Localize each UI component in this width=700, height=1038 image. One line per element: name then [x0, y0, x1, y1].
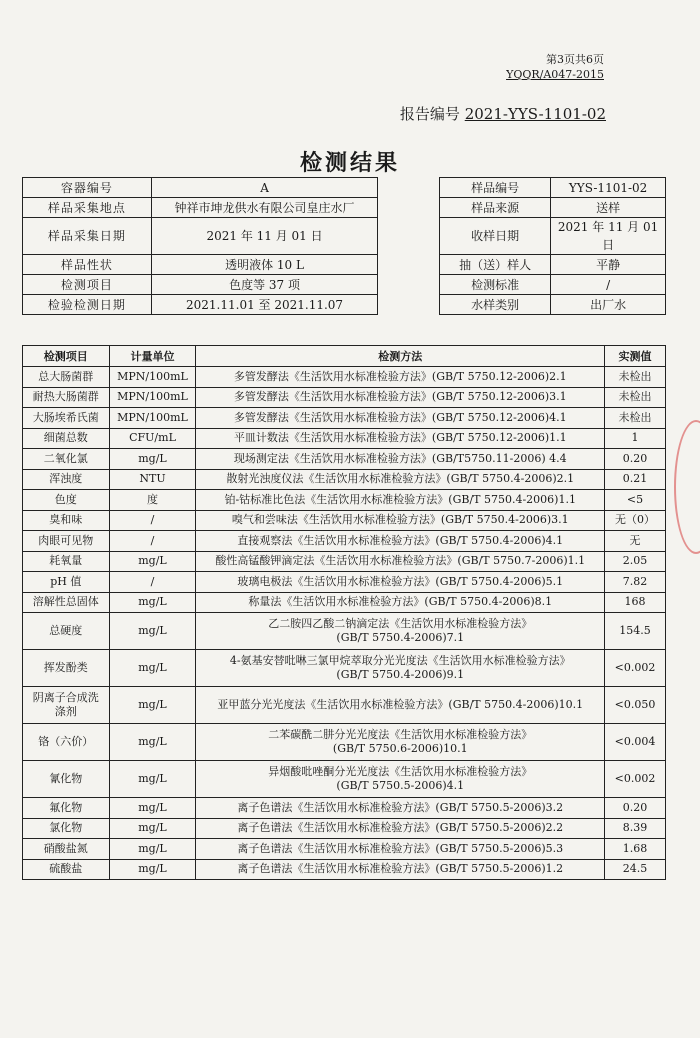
result-method-text: 现场测定法《生活饮用水标准检验方法》(GB/T5750.11-2006) 4.4 [233, 451, 567, 465]
result-value [605, 572, 666, 593]
info-gap [378, 255, 440, 275]
result-unit [109, 572, 196, 593]
result-value [605, 724, 666, 761]
result-value-text: 1.68 [622, 841, 648, 855]
info-row [23, 255, 666, 275]
result-unit-text: 度 [147, 492, 158, 506]
result-method-text: (GB/T 5750.6-2006)10.1 [332, 742, 468, 755]
results-body [23, 367, 666, 880]
result-method [196, 387, 605, 408]
result-method [196, 798, 605, 819]
result-item-text: 硫酸盐 [49, 862, 83, 876]
table-row [23, 650, 666, 687]
info-label: 水样类别 [440, 295, 551, 315]
info-row [23, 178, 666, 198]
table-row [23, 428, 666, 449]
result-unit [109, 408, 196, 429]
result-item-text: 硝酸盐氮 [43, 841, 88, 855]
result-value [605, 859, 666, 880]
table-row [23, 798, 666, 819]
table-row [23, 818, 666, 839]
result-method [196, 650, 605, 687]
result-item [23, 650, 110, 687]
result-unit [109, 839, 196, 860]
table-row [23, 531, 666, 552]
result-unit-text: mg/L [138, 841, 167, 855]
result-method-text: 直接观察法《生活饮用水标准检验方法》(GB/T 5750.4-2006)4.1 [237, 533, 564, 547]
result-value [605, 531, 666, 552]
info-value: 送样 [551, 198, 666, 218]
result-method-text: 4-氨基安替吡啉三氯甲烷萃取分光光度法《生活饮用水标准检验方法》 [229, 654, 571, 667]
result-item-text: 氰化物 [49, 772, 83, 785]
result-unit [109, 490, 196, 511]
result-value-text: 168 [624, 595, 646, 609]
result-method-text: 亚甲蓝分光光度法《生活饮用水标准检验方法》(GB/T 5750.4-2006)10.1 [217, 698, 584, 711]
table-row [23, 839, 666, 860]
result-value [605, 687, 666, 724]
result-item-text: 浑浊度 [49, 472, 83, 486]
result-value [605, 428, 666, 449]
result-unit [109, 613, 196, 650]
report-number [400, 103, 606, 124]
result-item-text: 耗氧量 [49, 554, 83, 568]
result-value [605, 592, 666, 613]
result-method-text: 异烟酸吡唑酮分光光度法《生活饮用水标准检验方法》 [268, 765, 533, 778]
result-item [23, 613, 110, 650]
table-row [23, 469, 666, 490]
result-method-text: 铂-钴标准比色法《生活饮用水标准检验方法》(GB/T 5750.4-2006)1.1 [224, 492, 576, 506]
result-unit [109, 724, 196, 761]
result-unit-text: mg/L [138, 800, 167, 814]
info-value: 透明液体 10 L [151, 255, 377, 275]
result-unit [109, 650, 196, 687]
result-value-text: 1 [631, 431, 639, 445]
table-row [23, 572, 666, 593]
result-method [196, 859, 605, 880]
result-unit-text: / [150, 574, 155, 588]
result-item [23, 798, 110, 819]
info-label: 检验检测日期 [23, 295, 152, 315]
result-unit-text: mg/L [138, 624, 167, 637]
result-value [605, 469, 666, 490]
result-method-text: 二苯碳酰二肼分光光度法《生活饮用水标准检验方法》 [268, 728, 533, 741]
result-unit [109, 428, 196, 449]
table-row [23, 724, 666, 761]
page-title: 检测结果 [299, 150, 400, 176]
result-value-text: <0.002 [614, 772, 656, 785]
result-item [23, 687, 110, 724]
result-value [605, 613, 666, 650]
result-value-text: 未检出 [618, 369, 652, 383]
info-value: / [551, 275, 666, 295]
result-method [196, 469, 605, 490]
info-value: 平静 [551, 255, 666, 275]
result-unit-text: / [150, 533, 155, 547]
info-label: 样品采集地点 [23, 198, 152, 218]
column-header-item: 检测项目 [23, 346, 110, 367]
result-item-text: 总大肠菌群 [38, 369, 94, 383]
info-row [23, 198, 666, 218]
result-value-text: 8.39 [622, 821, 648, 835]
result-method-text: 离子色谱法《生活饮用水标准检验方法》(GB/T 5750.5-2006)1.2 [237, 862, 564, 876]
result-value [605, 839, 666, 860]
result-item-text: 总硬度 [49, 624, 83, 637]
column-header-method: 检测方法 [196, 346, 605, 367]
table-row [23, 449, 666, 470]
info-value: 钟祥市坤龙供水有限公司皇庄水厂 [151, 198, 377, 218]
result-item-text: 氯化物 [49, 821, 83, 835]
result-method-text: 离子色谱法《生活饮用水标准检验方法》(GB/T 5750.5-2006)5.3 [237, 841, 564, 855]
info-label: 容器编号 [23, 178, 152, 198]
result-method [196, 761, 605, 798]
result-item-text: 阴离子合成洗 [32, 691, 99, 704]
info-gap [378, 198, 440, 218]
result-item [23, 449, 110, 470]
result-value [605, 510, 666, 531]
result-item [23, 761, 110, 798]
result-value-text: 7.82 [622, 574, 648, 588]
results-header-row [23, 346, 666, 367]
result-item-text: 色度 [54, 492, 77, 506]
result-item-text: 肉眼可见物 [38, 533, 94, 547]
result-unit [109, 798, 196, 819]
table-row [23, 761, 666, 798]
result-method [196, 724, 605, 761]
table-row [23, 408, 666, 429]
result-value-text: 无 [629, 533, 641, 547]
result-item [23, 531, 110, 552]
result-value-text: 154.5 [619, 624, 651, 637]
info-row [23, 275, 666, 295]
result-item [23, 490, 110, 511]
info-row [23, 218, 666, 255]
result-item-text: 二氧化氯 [43, 451, 88, 465]
table-row [23, 551, 666, 572]
info-label: 样品性状 [23, 255, 152, 275]
result-item [23, 510, 110, 531]
result-unit-text: / [150, 513, 155, 527]
result-value-text: <5 [626, 492, 644, 506]
result-item [23, 428, 110, 449]
result-method [196, 531, 605, 552]
column-header-value: 实测值 [605, 346, 666, 367]
result-value-text: 24.5 [622, 862, 648, 876]
info-gap [378, 218, 440, 255]
result-method [196, 839, 605, 860]
results-table [22, 345, 666, 880]
info-row [23, 295, 666, 315]
result-item [23, 839, 110, 860]
report-number-value: 2021-YYS-1101-02 [464, 105, 606, 123]
result-item-text: 挥发酚类 [43, 661, 88, 674]
seal-stamp-edge [674, 420, 700, 554]
result-value-text: 0.21 [622, 472, 648, 486]
result-item-text: 细菌总数 [43, 431, 88, 445]
result-value-text: 2.05 [622, 554, 648, 568]
info-value: YYS-1101-02 [551, 178, 666, 198]
result-unit-text: mg/L [138, 821, 167, 835]
result-unit-text: mg/L [138, 595, 167, 609]
table-row [23, 490, 666, 511]
result-item [23, 469, 110, 490]
table-row [23, 859, 666, 880]
document-code: YQQR/A047-2015 [506, 68, 604, 81]
result-item-text: 涤剂 [54, 705, 77, 718]
result-unit-text: mg/L [138, 735, 167, 748]
result-unit [109, 531, 196, 552]
result-value [605, 367, 666, 388]
table-row [23, 613, 666, 650]
result-unit-text: mg/L [138, 772, 167, 785]
result-method [196, 572, 605, 593]
result-value [605, 798, 666, 819]
result-method-text: (GB/T 5750.5-2006)4.1 [336, 779, 465, 792]
info-value: 2021 年 11 月 01 日 [151, 218, 377, 255]
result-unit-text: CFU/mL [129, 431, 176, 445]
result-value-text: 未检出 [618, 390, 652, 404]
result-value [605, 408, 666, 429]
result-item-text: 大肠埃希氏菌 [32, 410, 99, 424]
result-value [605, 387, 666, 408]
result-method [196, 613, 605, 650]
result-unit-text: MPN/100mL [117, 390, 188, 404]
result-value-text: 0.20 [622, 800, 648, 814]
info-gap [378, 178, 440, 198]
result-item [23, 367, 110, 388]
result-method [196, 687, 605, 724]
result-method-text: 称量法《生活饮用水标准检验方法》(GB/T 5750.4-2006)8.1 [248, 595, 553, 609]
result-method-text: 散射光浊度仪法《生活饮用水标准检验方法》(GB/T 5750.4-2006)2.1 [226, 472, 575, 486]
result-method [196, 592, 605, 613]
result-unit [109, 510, 196, 531]
result-value-text: <0.050 [614, 698, 656, 711]
result-unit-text: mg/L [138, 554, 167, 568]
result-unit [109, 592, 196, 613]
result-method [196, 551, 605, 572]
result-method [196, 510, 605, 531]
result-method-text: 多管发酵法《生活饮用水标准检验方法》(GB/T 5750.12-2006)2.1 [233, 369, 567, 383]
info-value: 2021.11.01 至 2021.11.07 [151, 295, 377, 315]
result-method [196, 408, 605, 429]
result-unit [109, 687, 196, 724]
result-method-text: 离子色谱法《生活饮用水标准检验方法》(GB/T 5750.5-2006)2.2 [237, 821, 564, 835]
result-value-text: 未检出 [618, 410, 652, 424]
result-unit [109, 387, 196, 408]
result-method-text: 多管发酵法《生活饮用水标准检验方法》(GB/T 5750.12-2006)3.1 [233, 390, 567, 404]
result-unit [109, 449, 196, 470]
result-unit-text: NTU [139, 472, 166, 486]
result-value [605, 551, 666, 572]
result-method [196, 428, 605, 449]
result-unit-text: MPN/100mL [117, 369, 188, 383]
result-value [605, 818, 666, 839]
table-row [23, 687, 666, 724]
result-item [23, 724, 110, 761]
table-row [23, 367, 666, 388]
result-method [196, 818, 605, 839]
result-method [196, 367, 605, 388]
info-value: 2021 年 11 月 01 日 [551, 218, 666, 255]
result-unit [109, 818, 196, 839]
result-method [196, 490, 605, 511]
result-value-text: <0.002 [614, 661, 656, 674]
page-info: 第3页共6页 [546, 53, 604, 66]
result-value [605, 490, 666, 511]
result-method-text: 平皿计数法《生活饮用水标准检验方法》(GB/T 5750.12-2006)1.1 [233, 431, 567, 445]
result-unit-text: mg/L [138, 862, 167, 876]
result-method-text: 酸性高锰酸钾滴定法《生活饮用水标准检验方法》(GB/T 5750.7-2006)1.1 [215, 554, 586, 568]
result-item-text: 铬（六价） [38, 735, 94, 748]
result-value-text: 无（0） [615, 513, 656, 527]
result-item [23, 551, 110, 572]
result-value [605, 761, 666, 798]
info-value: 出厂水 [551, 295, 666, 315]
result-item-text: 臭和味 [49, 513, 83, 527]
report-number-label: 报告编号 [399, 105, 460, 123]
result-method-text: 嗅气和尝味法《生活饮用水标准检验方法》(GB/T 5750.4-2006)3.1 [231, 513, 569, 527]
result-unit [109, 367, 196, 388]
result-item [23, 592, 110, 613]
result-value [605, 650, 666, 687]
result-unit-text: mg/L [138, 661, 167, 674]
result-value-text: 0.20 [622, 451, 648, 465]
info-label: 检测标准 [440, 275, 551, 295]
result-method-text: (GB/T 5750.4-2006)7.1 [336, 631, 465, 644]
table-row [23, 387, 666, 408]
page-number-block [506, 52, 604, 82]
info-gap [378, 275, 440, 295]
info-gap [378, 295, 440, 315]
table-row [23, 510, 666, 531]
info-label: 收样日期 [440, 218, 551, 255]
result-value-text: <0.004 [614, 735, 656, 748]
sample-info-table [22, 177, 666, 315]
result-method-text: (GB/T 5750.4-2006)9.1 [336, 668, 465, 681]
result-unit-text: MPN/100mL [117, 410, 188, 424]
result-item-text: 溶解性总固体 [32, 595, 99, 609]
info-value: 色度等 37 项 [151, 275, 377, 295]
result-item [23, 408, 110, 429]
info-label: 样品采集日期 [23, 218, 152, 255]
result-method-text: 离子色谱法《生活饮用水标准检验方法》(GB/T 5750.5-2006)3.2 [237, 800, 564, 814]
result-unit [109, 469, 196, 490]
result-item [23, 572, 110, 593]
result-item-text: 耐热大肠菌群 [32, 390, 99, 404]
result-item [23, 387, 110, 408]
result-unit-text: mg/L [138, 698, 167, 711]
info-label: 样品编号 [440, 178, 551, 198]
info-value: A [151, 178, 377, 198]
result-unit-text: mg/L [138, 451, 167, 465]
result-unit [109, 859, 196, 880]
info-label: 检测项目 [23, 275, 152, 295]
result-item-text: 氟化物 [49, 800, 83, 814]
result-method-text: 玻璃电极法《生活饮用水标准检验方法》(GB/T 5750.4-2006)5.1 [237, 574, 564, 588]
column-header-unit: 计量单位 [109, 346, 196, 367]
table-row [23, 592, 666, 613]
result-method [196, 449, 605, 470]
result-unit [109, 761, 196, 798]
result-item-text: pH 值 [50, 574, 82, 588]
result-value [605, 449, 666, 470]
result-method-text: 乙二胺四乙酸二钠滴定法《生活饮用水标准检验方法》 [268, 617, 533, 630]
info-label: 抽（送）样人 [440, 255, 551, 275]
result-item [23, 859, 110, 880]
info-label: 样品来源 [440, 198, 551, 218]
result-item [23, 818, 110, 839]
result-method-text: 多管发酵法《生活饮用水标准检验方法》(GB/T 5750.12-2006)4.1 [233, 410, 567, 424]
result-unit [109, 551, 196, 572]
